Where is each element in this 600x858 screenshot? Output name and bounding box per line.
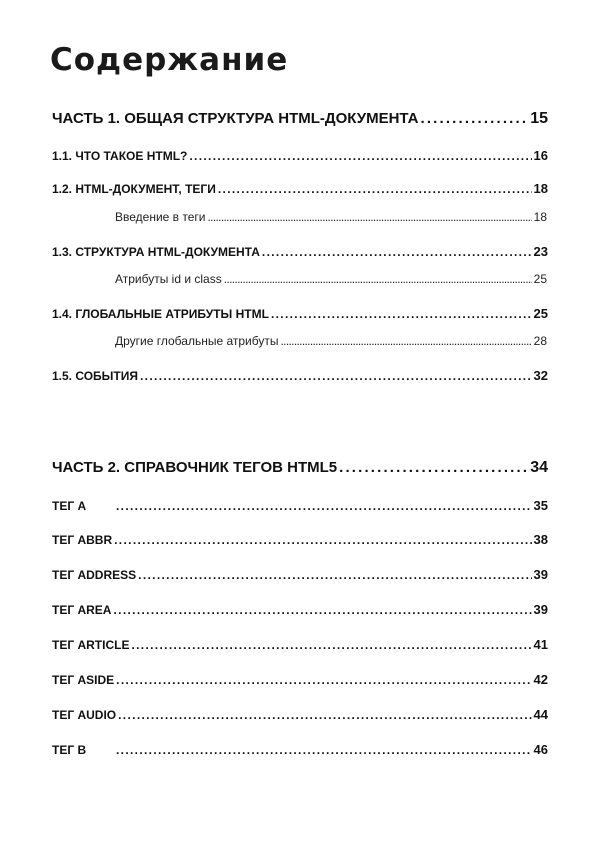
dot-leader (116, 499, 532, 513)
toc-page-number: 44 (533, 707, 548, 722)
dot-leader (113, 603, 531, 617)
toc-page-number: 39 (533, 602, 548, 617)
toc-section-1-1[interactable] (52, 148, 548, 163)
toc-subsection-id-class[interactable] (115, 272, 547, 286)
toc-page-number: 18 (533, 181, 548, 196)
toc-tag-address[interactable] (52, 567, 548, 582)
toc-tag-aside[interactable] (52, 672, 548, 687)
toc-page-number: 38 (533, 532, 548, 547)
dot-leader (116, 673, 531, 687)
toc-tag-label: ТЕГ ABBR (52, 533, 113, 547)
toc-tag-label: ТЕГ ADDRESS (52, 568, 137, 582)
toc-tag-b[interactable] (52, 742, 548, 757)
toc-section-1-4[interactable] (52, 306, 548, 321)
toc-tag-label: ТЕГ ASIDE (52, 673, 115, 687)
toc-tag-a[interactable] (52, 498, 548, 513)
toc-tag-label: ТЕГ ARTICLE (52, 638, 130, 652)
dot-leader (280, 334, 531, 348)
toc-tag-abbr[interactable] (52, 532, 548, 547)
toc-page-number: 41 (533, 637, 548, 652)
dot-leader (262, 245, 532, 259)
toc-section-label: 1.2. HTML-ДОКУМЕНТ, ТЕГИ (52, 182, 216, 196)
toc-tag-label: ТЕГ A (52, 499, 87, 513)
dot-leader (131, 638, 531, 652)
toc-subsection-label: Введение в теги (115, 210, 206, 224)
toc-page-number: 34 (530, 459, 548, 476)
toc-part-label: ЧАСТЬ 1. ОБЩАЯ СТРУКТУРА HTML-ДОКУМЕНТА (52, 110, 419, 127)
toc-section-label: 1.1. ЧТО ТАКОЕ HTML? (52, 149, 188, 163)
toc-page-number: 32 (533, 368, 548, 383)
toc-page-number: 15 (530, 110, 548, 127)
dot-leader (208, 210, 532, 224)
toc-page-number: 25 (533, 272, 547, 286)
dot-leader (114, 533, 531, 547)
toc-page-number: 42 (533, 672, 548, 687)
toc-section-label: 1.4. ГЛОБАЛЬНЫЕ АТРИБУТЫ HTML (52, 307, 269, 321)
toc-subsection-label: Атрибуты id и class (115, 272, 222, 286)
toc-page-number: 46 (533, 742, 548, 757)
dot-leader (189, 149, 531, 163)
toc-tag-area[interactable] (52, 602, 548, 617)
page-title: Содержание (50, 42, 289, 78)
toc-page-number: 23 (533, 244, 548, 259)
toc-subsection-label: Другие глобальные атрибуты (115, 334, 279, 348)
toc-tag-article[interactable] (52, 637, 548, 652)
toc-tag-label: ТЕГ AUDIO (52, 708, 117, 722)
dot-leader (339, 459, 528, 476)
toc-part-1[interactable] (52, 110, 548, 128)
toc-tag-audio[interactable] (52, 707, 548, 722)
dot-leader (116, 743, 532, 757)
dot-leader (140, 369, 532, 383)
dot-leader (218, 182, 532, 196)
toc-section-label: 1.3. СТРУКТУРА HTML-ДОКУМЕНТА (52, 245, 260, 259)
toc-tag-label: ТЕГ B (52, 743, 87, 757)
toc-part-2[interactable] (52, 459, 548, 477)
toc-section-1-5[interactable] (52, 368, 548, 383)
dot-leader (271, 307, 532, 321)
toc-page-number: 25 (533, 306, 548, 321)
dot-leader (138, 568, 531, 582)
toc-section-1-2[interactable] (52, 181, 548, 196)
dot-leader (224, 272, 532, 286)
dot-leader (420, 110, 528, 127)
toc-page-number: 16 (533, 148, 548, 163)
toc-page-number: 39 (533, 567, 548, 582)
toc-page-number: 28 (533, 334, 547, 348)
toc-section-label: 1.5. СОБЫТИЯ (52, 369, 139, 383)
toc-subsection-other-attrs[interactable] (115, 334, 547, 348)
toc-section-1-3[interactable] (52, 244, 548, 259)
toc-page-number: 18 (533, 210, 547, 224)
toc-page-number: 35 (533, 498, 548, 513)
dot-leader (118, 708, 531, 722)
toc-subsection-intro-tags[interactable] (115, 210, 547, 224)
toc-tag-label: ТЕГ AREA (52, 603, 112, 617)
toc-part-label: ЧАСТЬ 2. СПРАВОЧНИК ТЕГОВ HTML5 (52, 459, 338, 476)
